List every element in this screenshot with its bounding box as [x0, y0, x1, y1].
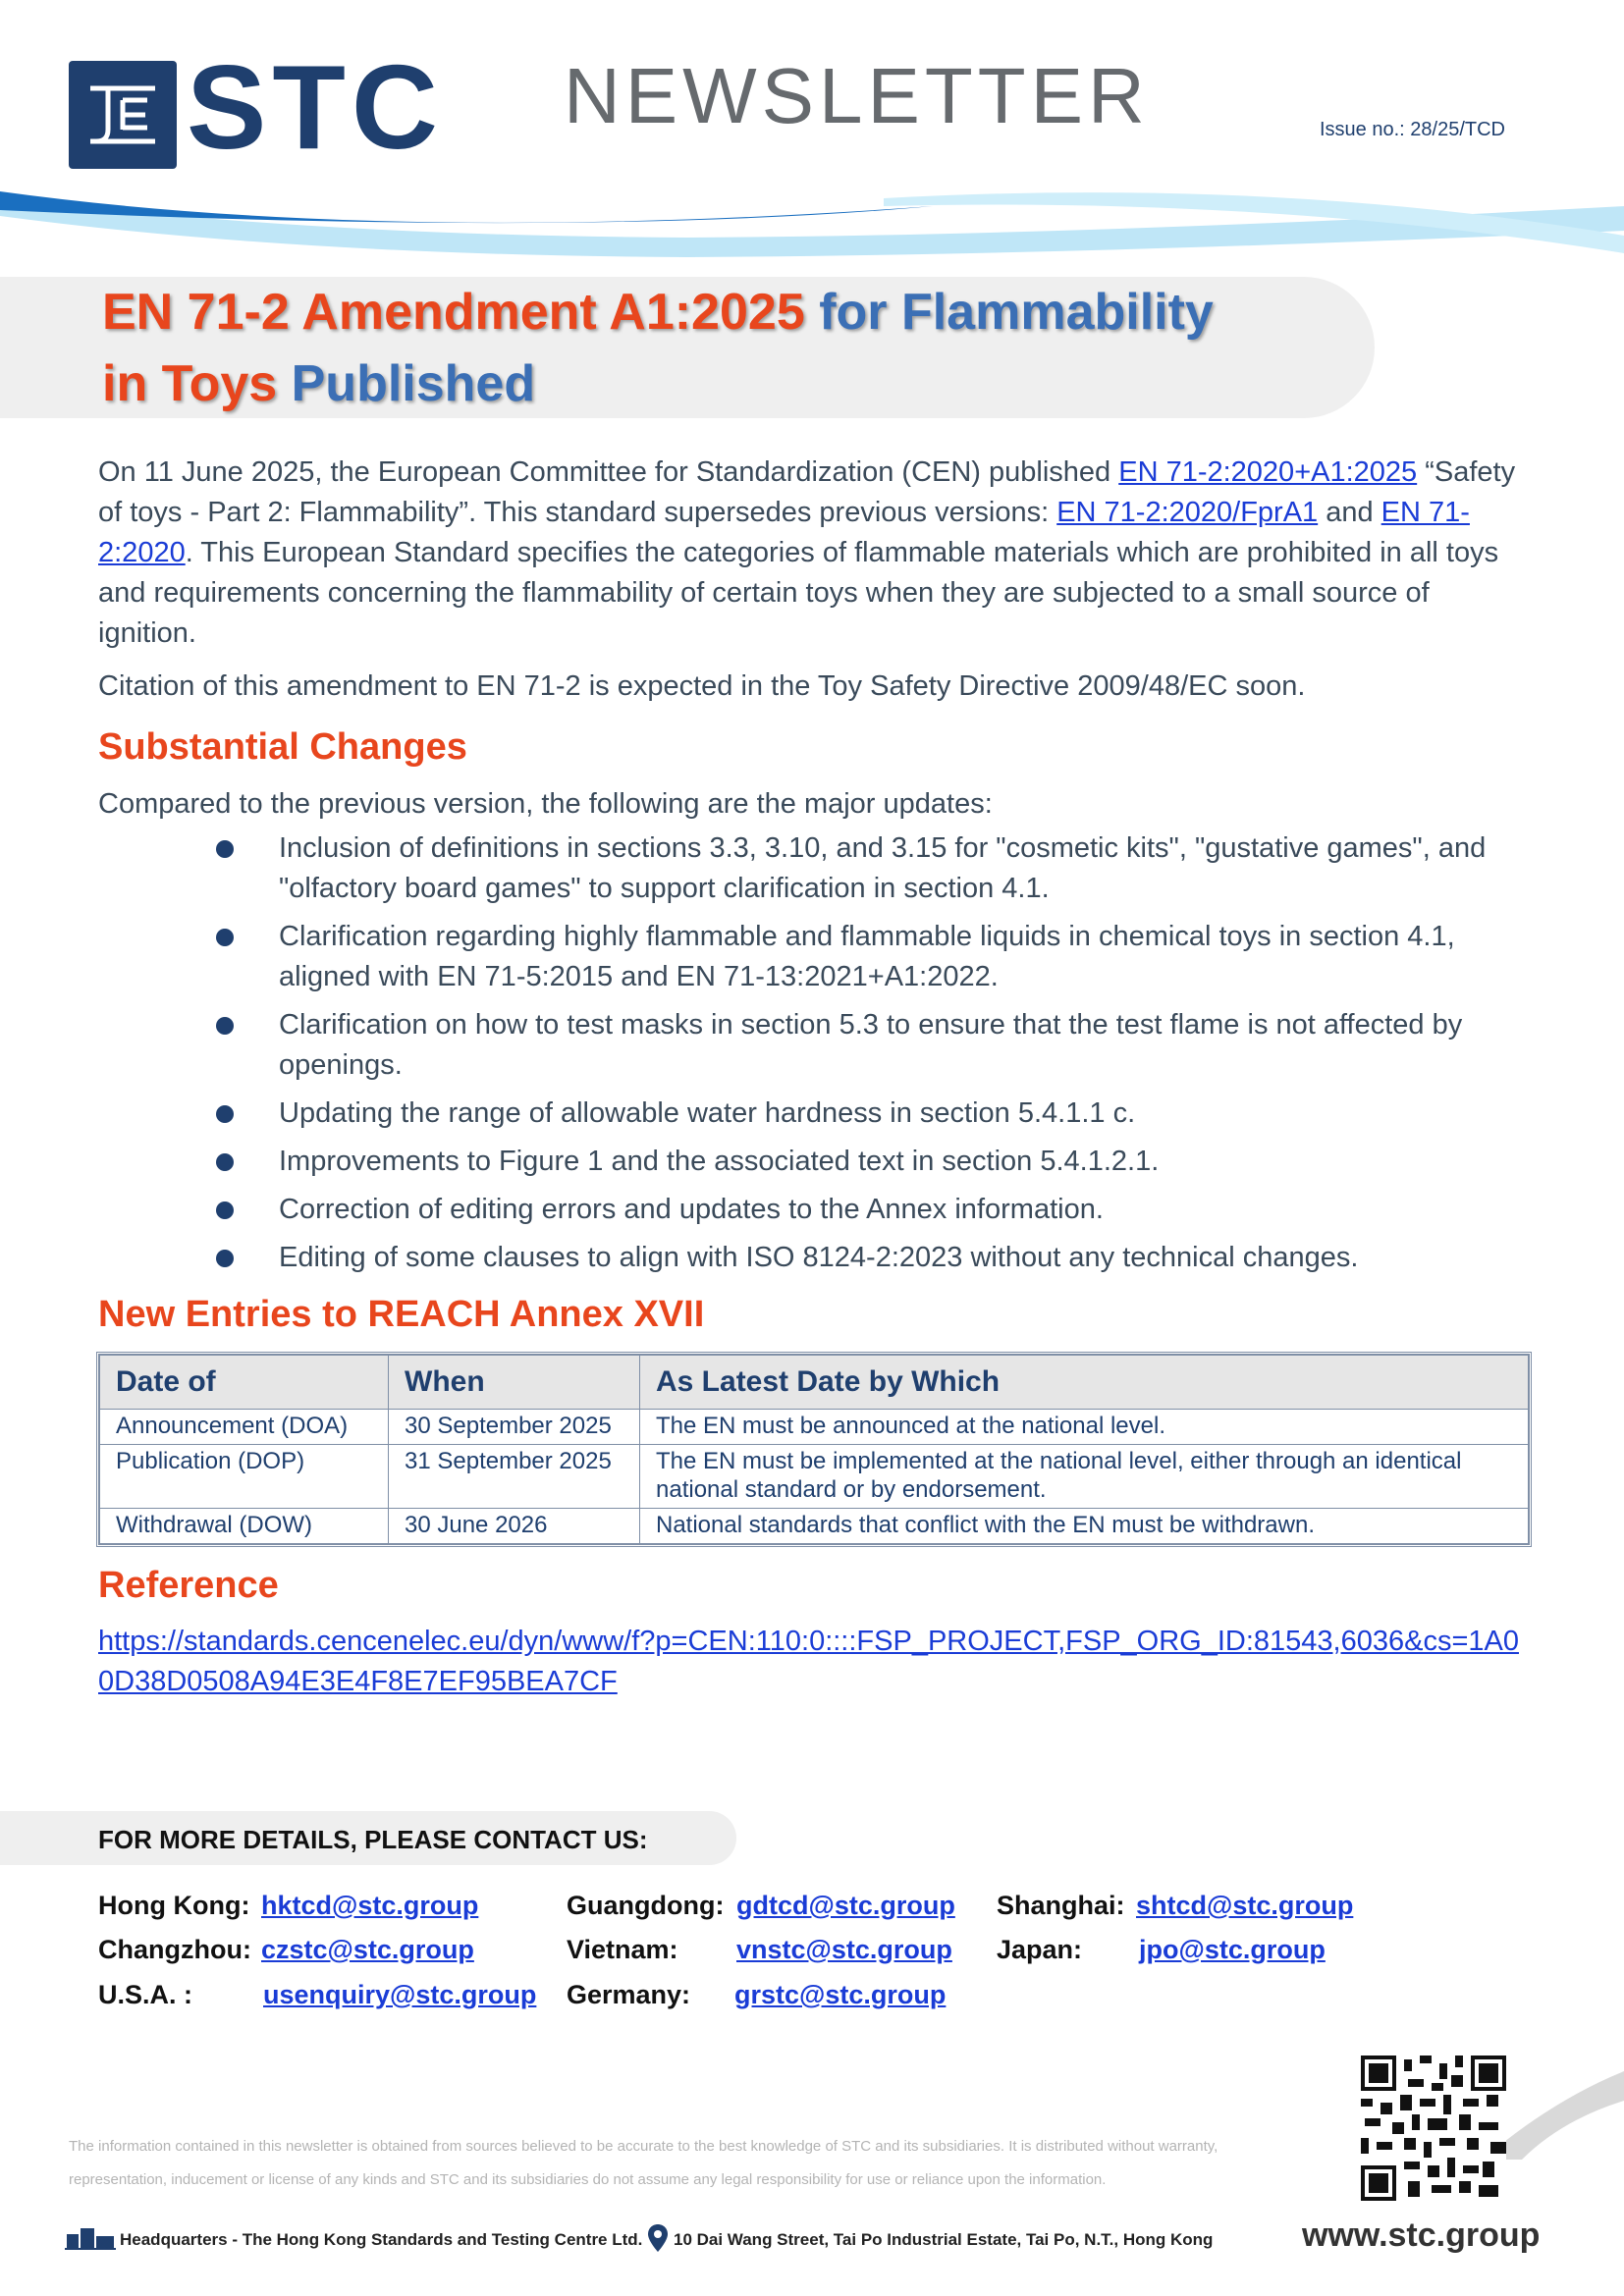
building-icon	[65, 2224, 116, 2250]
link-en71-2-2020[interactable]: EN 71-2:2020	[98, 497, 1470, 568]
column-header-date-of: Date of	[100, 1356, 389, 1410]
contact-label-guangdong: Guangdong:	[567, 1891, 725, 1920]
disclaimer-text: The information contained in this newsletter is obtained from sources believed to be accurate to the best knowledge of STC and its subsidiaries. It is distributed without warranty, representation, inducement or license of any kinds and STC and its subsidiaries do not assume any legal responsibility for use or reliance upon the information.	[69, 2138, 1218, 2188]
list-item: Inclusion of definitions in sections 3.3, 3.10, and 3.15 for "cosmetic kits", "gustative games", and "olfactory board games" to support clarification in section 4.1.	[98, 828, 1532, 909]
table-cell: Publication (DOP)	[100, 1445, 389, 1509]
email-link-guangdong[interactable]: gdtcd@stc.group	[736, 1891, 955, 1920]
column-header-when: When	[389, 1356, 640, 1410]
citation-paragraph: Citation of this amendment to EN 71-2 is expected in the Toy Safety Directive 2009/48/EC soon.	[98, 670, 1306, 702]
table-cell: 30 September 2025	[389, 1410, 640, 1445]
table-cell: Announcement (DOA)	[100, 1410, 389, 1445]
email-link-japan[interactable]: jpo@stc.group	[1139, 1935, 1326, 1964]
email-link-usa[interactable]: usenquiry@stc.group	[263, 1980, 537, 2009]
list-item: Clarification on how to test masks in section 5.3 to ensure that the test flame is not affected by openings.	[98, 1005, 1532, 1086]
stc-logo-text: STC	[187, 40, 444, 174]
intro-text-d: . This European Standard specifies the categories of flammable materials which are prohibited in all toys and requirements concerning the flammability of certain toys when they are subjected to a small source of ignition.	[98, 537, 1499, 649]
title-part-3: in Toys	[102, 354, 278, 412]
intro-text-c: and	[1318, 497, 1381, 528]
table-cell: The EN must be implemented at the national level, either through an identical national standard or by endorsement.	[640, 1445, 1529, 1509]
table-cell: The EN must be announced at the national level.	[640, 1410, 1529, 1445]
stc-logo-mark	[69, 61, 177, 169]
table-cell: Withdrawal (DOW)	[100, 1509, 389, 1544]
table-row	[100, 1410, 1529, 1445]
list-item: Editing of some clauses to align with ISO 8124-2:2023 without any technical changes.	[98, 1238, 1532, 1278]
substantial-changes-heading: Substantial Changes	[98, 726, 467, 768]
location-pin-icon	[648, 2224, 668, 2252]
contact-label-usa: U.S.A. :	[98, 1980, 193, 2009]
intro-paragraph	[98, 453, 1532, 654]
link-en71-2-2020-a1-2025[interactable]: EN 71-2:2020+A1:2025	[1118, 456, 1418, 488]
link-en71-2-2020-fpra1[interactable]: EN 71-2:2020/FprA1	[1056, 497, 1319, 528]
email-link-germany[interactable]: grstc@stc.group	[734, 1980, 947, 2009]
email-link-shanghai[interactable]: shtcd@stc.group	[1136, 1891, 1354, 1920]
changes-list	[98, 828, 1532, 1286]
table-cell: National standards that conflict with the EN must be withdrawn.	[640, 1509, 1529, 1544]
email-link-hong-kong[interactable]: hktcd@stc.group	[261, 1891, 479, 1920]
reach-heading: New Entries to REACH Annex XVII	[98, 1294, 705, 1335]
column-header-latest-date: As Latest Date by Which	[640, 1356, 1529, 1410]
contact-label-shanghai: Shanghai:	[997, 1891, 1125, 1920]
changes-lead: Compared to the previous version, the following are the major updates:	[98, 788, 993, 820]
intro-text-a: On 11 June 2025, the European Committee for Standardization (CEN) published	[98, 456, 1119, 488]
list-item: Updating the range of allowable water hardness in section 5.4.1.1 c.	[98, 1094, 1532, 1134]
intro-text-b: “Safety of toys - Part 2: Flammability”. This standard supersedes previous versions:	[98, 456, 1516, 528]
qr-code-icon[interactable]	[1361, 2056, 1506, 2201]
title-part-1: EN 71-2 Amendment A1:2025	[102, 284, 805, 341]
title-part-4: Published	[277, 354, 536, 412]
header-swoosh-decoration	[0, 177, 1624, 285]
issue-number: Issue no.: 28/25/TCD	[1320, 119, 1505, 140]
stc-emblem-icon	[69, 61, 177, 169]
table-row	[100, 1509, 1529, 1544]
reach-table	[99, 1355, 1529, 1544]
headquarters-label: Headquarters - The Hong Kong Standards and Testing Centre Ltd.	[120, 2230, 643, 2249]
contact-title: FOR MORE DETAILS, PLEASE CONTACT US:	[98, 1825, 648, 1854]
list-item: Clarification regarding highly flammable and flammable liquids in chemical toys in section 4.1, aligned with EN 71-5:2015 and EN 71-13:2021+A1:2022.	[98, 917, 1532, 997]
table-header-row	[100, 1356, 1529, 1410]
website-link[interactable]: www.stc.group	[1302, 2216, 1541, 2254]
email-link-vietnam[interactable]: vnstc@stc.group	[736, 1935, 952, 1964]
contact-label-changzhou: Changzhou:	[98, 1935, 251, 1964]
table-row	[100, 1445, 1529, 1509]
contact-label-germany: Germany:	[567, 1980, 691, 2009]
article-title	[102, 277, 1379, 420]
reference-url-link[interactable]: https://standards.cencenelec.eu/dyn/www/f?p=CEN:110:0::::FSP_PROJECT,FSP_ORG_ID:81543,6036&cs=1A00D38D0508A94E3E4F8E7EF95BEA7CF	[98, 1626, 1519, 1697]
reach-table-container	[96, 1352, 1532, 1547]
table-cell: 30 June 2026	[389, 1509, 640, 1544]
title-part-2: for Flammability	[804, 284, 1214, 341]
contact-label-hong-kong: Hong Kong:	[98, 1891, 250, 1920]
newsletter-label: NEWSLETTER	[564, 52, 1150, 139]
headquarters-address: 10 Dai Wang Street, Tai Po Industrial Estate, Tai Po, N.T., Hong Kong	[674, 2230, 1214, 2249]
list-item: Improvements to Figure 1 and the associated text in section 5.4.1.2.1.	[98, 1142, 1532, 1182]
contact-label-japan: Japan:	[997, 1935, 1083, 1964]
reference-heading: Reference	[98, 1565, 279, 1606]
contact-label-vietnam: Vietnam:	[567, 1935, 678, 1964]
table-cell: 31 September 2025	[389, 1445, 640, 1509]
email-link-changzhou[interactable]: czstc@stc.group	[261, 1935, 474, 1964]
list-item: Correction of editing errors and updates to the Annex information.	[98, 1190, 1532, 1230]
